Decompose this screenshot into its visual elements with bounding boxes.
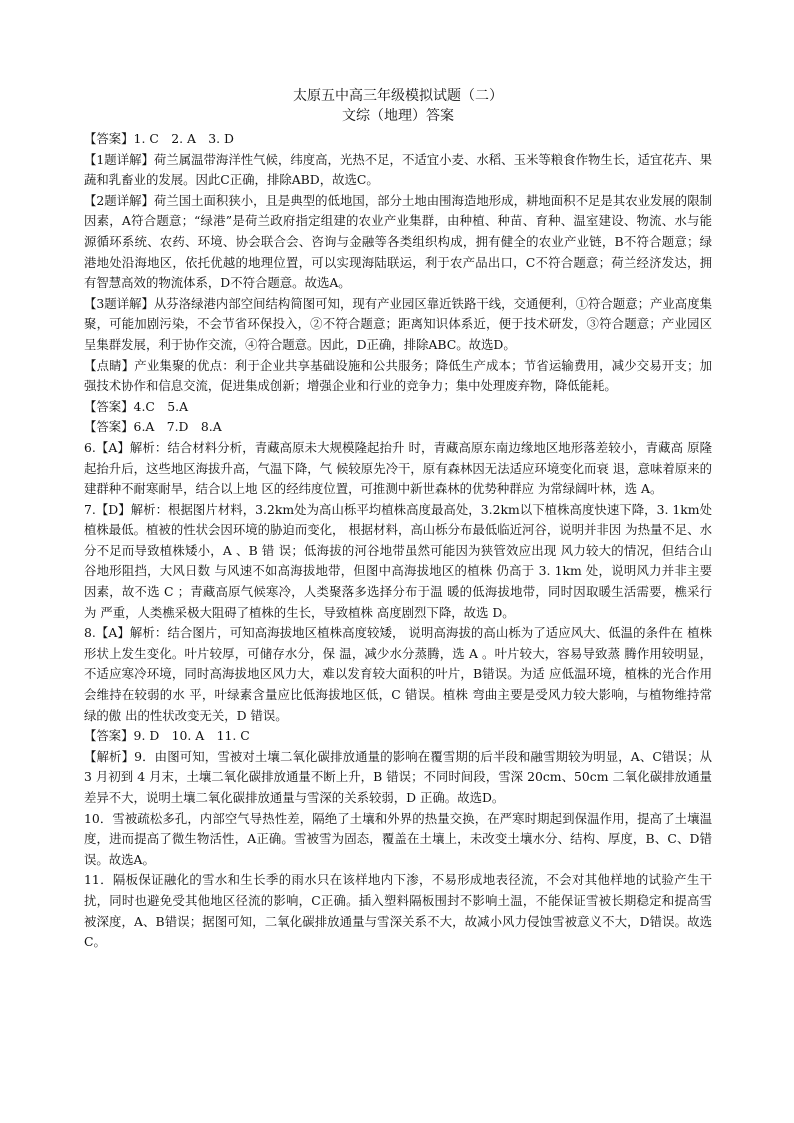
explanation-q8: 8.【A】解析：结合图片，可知高海拔地区植株高度较矮， 说明高海拔的高山栎为了适应风大、低温的条件在 植株形状上发生变化。叶片较厚，可储存水分，保 温，减少水分蒸腾，选 A 。叶片较大，容易导致蒸 腾作用较明显，不适应寒冷环境，同时高海拔地区风力大，难以发育较大面积的叶片，B错误。为适 应低温环境，植株的光合作用会维持在较弱的水 平，叶绿素含量应比低海拔地区低，C 错误。植株 弯曲主要是受风力较大影响，与植物维持常绿的傲 出的性状改变无关，D 错误。 <box>84 625 712 723</box>
answer-line-9-11: 【答案】9. D 10. A 11. C <box>84 728 250 744</box>
explanation-q1: 【1题详解】荷兰属温带海洋性气候，纬度高，光热不足，不适宜小麦、水稻、玉米等粮食作物生长，适宜花卉、果蔬和乳畜业的发展。因此C正确，排除ABD，故选C。 <box>84 151 712 188</box>
answer-document <box>84 86 712 953</box>
answer-line-1-3: 【答案】1. C 2. A 3. D <box>84 131 234 146</box>
explanation-q10: 10．雪被疏松多孔，内部空气导热性差，隔绝了土壤和外界的热量交换，在严寒时期起到保温作用，提高了土壤温度，进而提高了微生物活性，A正确。雪被雪为固态，覆盖在土壤上，未改变土壤水分、结构、厚度，B、C、D错误。故选A。 <box>84 810 712 867</box>
explanation-q11: 11．隔板保证融化的雪水和生长季的雨水只在该样地内下渗，不易形成地表径流，不会对其他样地的试验产生干扰，同时也避免受其他地区径流的影响，C正确。插入塑料隔板围封不影响土温，不能保证雪被长期稳定和提高雪被深度，A、B错误；据图可知，二氧化碳排放通量与雪深关系不大，故减小风力侵蚀雪被意义不大，D错误。故选C。 <box>84 872 712 950</box>
explanation-q6: 6.【A】解析：结合材料分析，青藏高原未大规模隆起抬升 时，青藏高原东南边缘地区地形落差较小，青藏高 原隆起抬升后，这些地区海拔升高，气温下降，气 候较原先冷干，原有森林因无法适应环境变化而衰 退，意味着原来的建群种不耐寒耐旱，结合以上地 区的经纬度位置，可推测中新世森林的优势种群应 为常绿阔叶林，选 A。 <box>84 439 712 497</box>
explanation-q7: 7.【D】解析：根据图片材料，3.2km处为高山栎平均植株高度最高处，3.2km以下植株高度快速下降，3. 1km处植株最低。植被的性状会因环境的胁迫而变化， 根据材料，高山栎分布最低临近河谷，说明并非因 为热量不足、水分不足而导致植株矮小，A 、B 错 误；低海拔的河谷地带虽然可能因为狭管效应出现 风力较大的情况，但结合山谷地形阻挡，大风日数 与风速不如高海拔地带，但图中高海拔地区的植株 仍高于 3. 1km 处，说明风力并非主要因素，故不选 C ；青藏高原气候寒冷，人类聚落多选择分布于温 暖的低海拔地带，同时因取暖生活需要，樵采行为 严重，人类樵采极大阻碍了植株的生长，导致植株 高度剧烈下降，故选 D。 <box>84 501 712 620</box>
explanation-q3: 【3题详解】从芬洛绿港内部空间结构简图可知，现有产业园区靠近铁路干线，交通便利，①符合题意；产业高度集聚，可能加剧污染，不会节省环保投入，②不符合题意；距离知识体系近，便于技术研发，③符合题意；产业园区呈集群发展，利于协作交流，④符合题意。因此，D正确，排除ABC。故选D。 <box>84 295 712 352</box>
answer-line-6-8: 【答案】6.A 7.D 8.A <box>84 419 222 435</box>
explanation-q9: 【解析】9．由图可知，雪被对土壤二氧化碳排放通量的影响在覆雪期的后半段和融雪期较为明显，A、C错误；从 3 月初到 4 月末，土壤二氧化碳排放通量不断上升，B 错误；不同时间段，雪深 20cm、50cm 二氧化碳排放通量差异不大，说明土壤二氧化碳排放通量与雪深的关系较弱，D 正确。故选D。 <box>84 748 712 805</box>
explanation-q2: 【2题详解】荷兰国土面积狭小，且是典型的低地国，部分土地由围海造地形成，耕地面积不足是其农业发展的限制因素，A符合题意；“绿港”是荷兰政府指定组建的农业产业集群，由种植、种苗、育种、温室建设、物流、水与能源循环系统、农药、环境、协会联合会、咨询与金融等各类组织构成，拥有健全的农业产业链，B不符合题意；绿港地处沿海地区，依托优越的地理位置，可以实现海陆联运，利于农产品出口，C不符合题意；荷兰经济发达，拥有智慧高效的物流体系，D不符合题意。故选A。 <box>84 192 712 291</box>
document-title: 太原五中高三年级模拟试题（二） <box>293 88 503 104</box>
answer-line-4-5: 【答案】4.C 5.A <box>84 398 189 414</box>
document-subtitle: 文综（地理）答案 <box>342 108 454 124</box>
key-point-note: 【点睛】产业集聚的优点：利于企业共享基础设施和公共服务；降低生产成本；节省运输费用，减少交易开支；加强技术协作和信息交流，促进集成创新；增强企业和行业的竞争力；集中处理废弃物，降低能耗。 <box>84 357 712 394</box>
